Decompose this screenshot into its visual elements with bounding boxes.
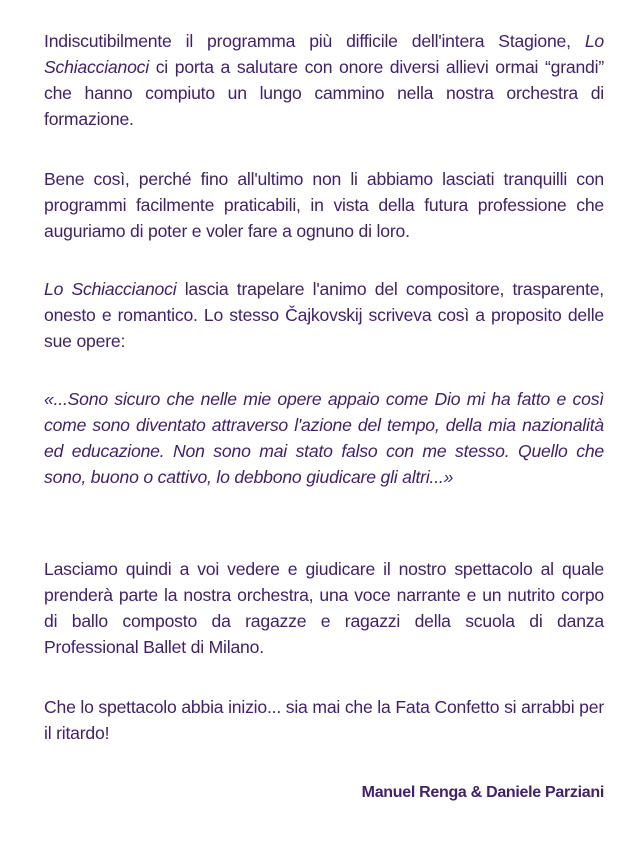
intro-text-start: Indiscutibilmente il programma più difficile dell'intera Stagione, [44,31,585,51]
composer-text: lascia trapelare l'animo del compositore, trasparente, onesto e romantico. Lo stesso Čajkovskij scriveva così a proposito delle sue opere: [44,279,604,351]
tchaikovsky-quote: «...Sono sicuro che nelle mie opere appaio come Dio mi ha fatto e così come sono diventato attraverso l'azione del tempo, della mia nazionalità ed educazione. Non sono mai stato falso con me stesso. Quello che sono, buono o cattivo, lo debbono giudicare gli altri...» [44,389,604,487]
signature: Manuel Renga & Daniele Parziani [361,784,604,801]
work-title-second: Lo Schiaccianoci [44,279,177,299]
paragraph-performance: Lasciamo quindi a voi vedere e giudicare il nostro spettacolo al quale prenderà parte la nostra orchestra, una voce narrante e un nutrito corpo di ballo composto da ragazze e ragazzi della scuola di danza Professional Ballet di Milano. [44,559,604,657]
paragraph-composer [44,276,604,354]
paragraph-closing: Che lo spettacolo abbia inizio... sia mai che la Fata Confetto si arrabbi per il ritardo! [44,697,604,743]
intro-text-end: ci porta a salutare con onore diversi allievi ormai “grandi” che hanno compiuto un lungo cammino nella nostra orchestra di formazione. [44,57,604,129]
paragraph-intro [44,28,604,132]
work-title: Lo Schiaccianoci [44,31,604,77]
paragraph-programs: Bene così, perché fino all'ultimo non li abbiamo lasciati tranquilli con programmi facilmente praticabili, in vista della futura professione che auguriamo di poter e voler fare a ognuno di loro. [44,169,604,241]
